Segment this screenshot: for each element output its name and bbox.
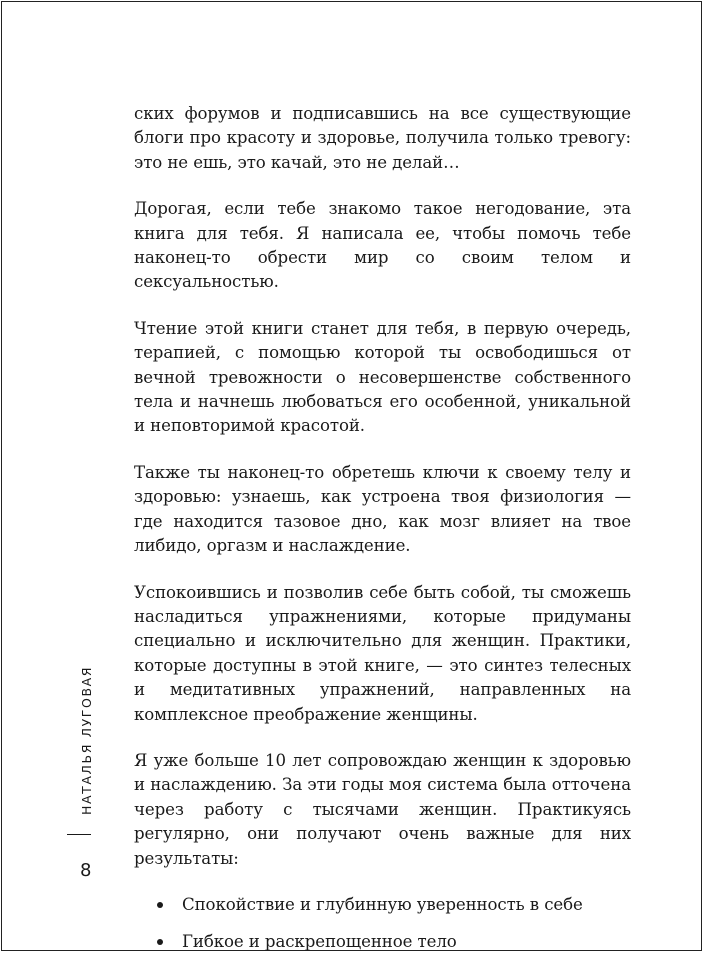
list-item [134,930,631,954]
list-item-text: Гибкое и раскрепощенное тело [182,932,457,952]
paragraph: Я уже больше 10 лет сопровождаю женщин к здоровью и наслаждению. За эти годы моя система была отточена через работу с тысячами женщин. Практикуясь регулярно, они получают очень важные для них результаты: [134,750,631,868]
page-number: 8 [80,860,92,881]
paragraph: ских форумов и подписавшись на все существующие блоги про красоту и здоровье, получила только тревогу: это не ешь, это качай, это не делай… [134,104,631,172]
body-text [134,102,631,968]
list-item-text: Спокойствие и глубинную уверенность в себе [182,894,583,914]
running-header-author: НАТАЛЬЯ ЛУГОВАЯ [79,665,94,815]
list-item [134,893,631,917]
paragraph: Дорогая, если тебе знакомо такое негодование, эта книга для тебя. Я написала ее, чтобы помочь тебе наконец-то обрести мир со своим телом и сексуальностью. [134,199,631,292]
paragraph: Чтение этой книги станет для тебя, в первую очередь, терапией, с помощью которой ты освободишься от вечной тревожности о несовершенстве собственного тела и начнешь любоваться его особенной, уникальной и неповторимой красотой. [134,318,631,436]
bullet-list [134,893,631,955]
paragraph: Успокоившись и позволив себе быть собой, ты сможешь насладиться упражнениями, которые придуманы специально и исключительно для женщин. Практики, которые доступны в этой книге, — это синтез телесных и медитативных упражнений, направленных на комплексное преображение женщины. [134,582,631,724]
bullet-icon [157,902,163,908]
paragraph: Также ты наконец-то обретешь ключи к своему телу и здоровью: узнаешь, как устроена твоя физиология — где находится тазовое дно, как мозг влияет на твое либидо, оргазм и наслаждение. [134,462,631,556]
folio-divider [67,834,91,835]
bullet-icon [157,939,163,945]
